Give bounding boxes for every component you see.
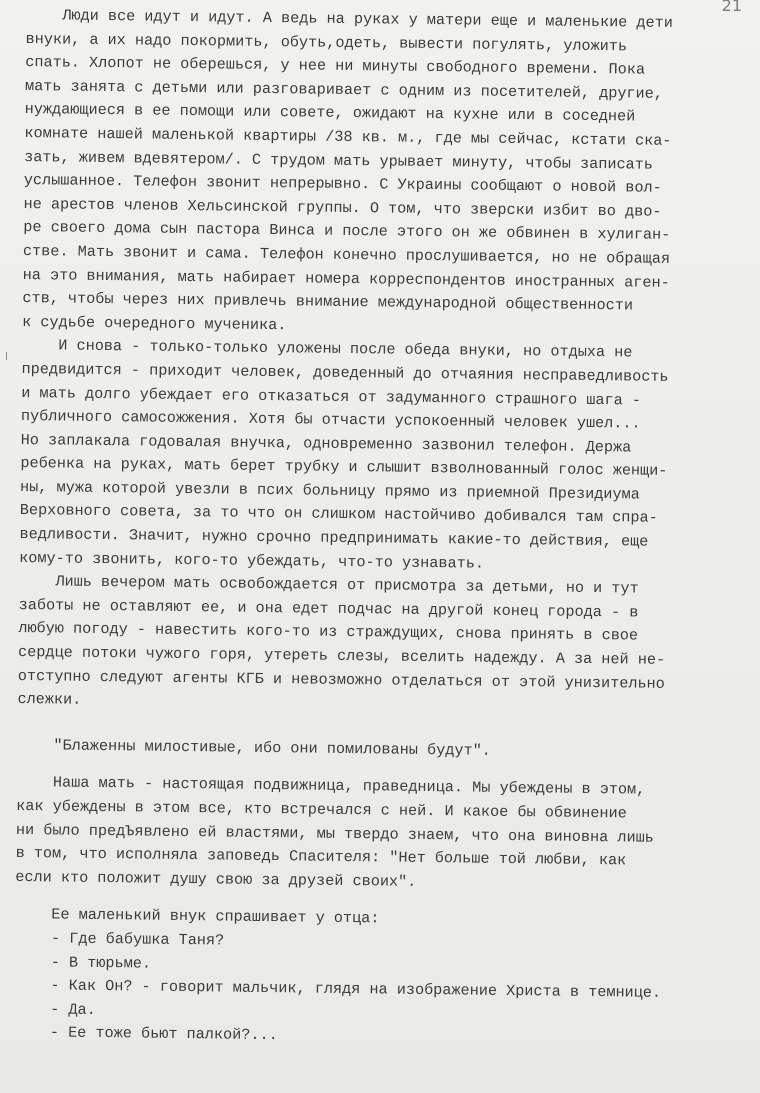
bible-quote: "Блаженны милостивые, ибо они помилованы будут".: [16, 735, 491, 760]
page-text: [13, 4, 738, 1054]
text-line: стве. Мать звонит и сама. Телефон конечно прослушивается, но не обращая: [22, 241, 671, 268]
page-number: 21: [721, 0, 742, 15]
text-line: Наша мать - настоящая подвижница, праведница. Мы убеждены в этом,: [16, 773, 646, 800]
paragraph-1: [22, 4, 738, 343]
text-line: любую погоду - навестить кого-то из страждущих, снова принять в свое: [18, 619, 639, 645]
dialogue-line: - Ее тоже бьют палкой?...: [13, 1023, 278, 1045]
dialogue-line: - В тюрьме.: [14, 952, 152, 973]
dialogue-line: - Где бабушка Таня?: [14, 928, 225, 950]
text-line: И снова - только-только уложены после обеда внуки, но отдыха не: [21, 336, 633, 362]
text-line: кому-то звонить, кого-то убеждать, что-то узнавать.: [19, 548, 485, 573]
dialogue-line: Ее маленький внук спрашивает у отца:: [14, 905, 380, 928]
dialogue-line: - Да.: [13, 999, 96, 1019]
text-line: публичного самосожжения. Хотя бы отчасти успокоенный человек ушел...: [20, 407, 641, 433]
text-line: на это внимания, мать набирает номера корреспондентов иностранных аген-: [22, 265, 670, 292]
text-line: ребенка на руках, мать берет трубку и слышит взволнованный голос женщи-: [20, 454, 668, 481]
text-line: Лишь вечером мать освобождается от присмотра за детьми, но и тут: [18, 572, 639, 598]
text-line: слежки.: [17, 690, 82, 709]
text-line: ре своего дома сын пастора Винса и после этого он же обвинен в хулиган-: [23, 218, 671, 245]
paragraph-2: [19, 334, 734, 579]
paragraph-4: [15, 771, 728, 898]
text-line: в том, что исполняла заповедь Спасителя: "Нет больше той любви, как: [15, 844, 627, 870]
text-line: сердце потоки чужого горя, утереть слезы, вселить надежду. А за ней не-: [17, 642, 666, 669]
text-line: отступно следуют агенты КГБ и невозможно отделаться от этой унизительно: [17, 666, 665, 693]
text-line: если кто положит душу свою за друзей своих".: [15, 867, 417, 891]
text-line: комнате нашей маленькой квартиры /38 кв. м., где мы сейчас, кстати ска-: [24, 123, 672, 150]
text-line: зать, живем вдевятером/. С трудом мать урывает минуту, чтобы записать: [24, 147, 654, 174]
dialogue-line: - Как Он? - говорит мальчик, глядя на изображение Христа в темнице.: [13, 976, 662, 1002]
text-line: Верховного совета, за то что он слишком настойчиво добивался там спра-: [19, 501, 658, 528]
text-line: спать. Хлопот не оберешься, у нее ни минуты свободного времени. Пока: [25, 53, 646, 79]
paragraph-3: [17, 570, 731, 720]
text-line: ств, чтобы через них привлечь внимание международной общественности: [22, 289, 634, 315]
text-line: ведливости. Значит, нужно срочно предпринимать какие-то действия, еще: [19, 525, 649, 551]
text-line: ни было предЪявлено ей властями, мы твердо знаем, что она виновна лишь: [15, 820, 654, 847]
text-line: заботы не оставляют ее, и она едет подчас на другой конец города - в: [18, 595, 639, 622]
text-line: как убеждены в этом все, кто встречался с ней. И какое бы обвинение: [16, 796, 627, 823]
margin-mark: [6, 352, 7, 360]
text-line: мать занята с детьми или разговаривает с одним из посетителей, другие,: [24, 76, 664, 103]
text-line: нуждающиеся в ее помощи или совете, ожидают на кухне или в соседней: [24, 100, 636, 126]
text-line: к судьбе очередного мученика.: [22, 312, 287, 334]
text-line: внуки, а их надо покормить, обуть,одеть, вывести погулять, уложить: [25, 29, 628, 55]
text-line: предвидится - приходит человек, доведенный до отчаяния несправедливость: [21, 359, 669, 386]
dialogue: [13, 903, 727, 1053]
text-line: Люди все идут и идут. А ведь на руках у матери еще и маленькие дети: [25, 5, 674, 32]
text-line: Но заплакала годовалая внучка, одновременно зазвонил телефон. Держа: [20, 430, 632, 457]
text-line: и мать долго убеждает его отказаться от задуманного страшного шага -: [21, 383, 642, 410]
text-line: ны, мужа которой увезли в псих больницу прямо из приемной Президиума: [19, 477, 640, 504]
text-line: не арестов членов Хельсинской группы. О том, что зверски избит во дво-: [23, 194, 662, 221]
text-line: услышанное. Телефон звонит непрерывно. С Украины сообщают о новой вол-: [23, 171, 662, 197]
